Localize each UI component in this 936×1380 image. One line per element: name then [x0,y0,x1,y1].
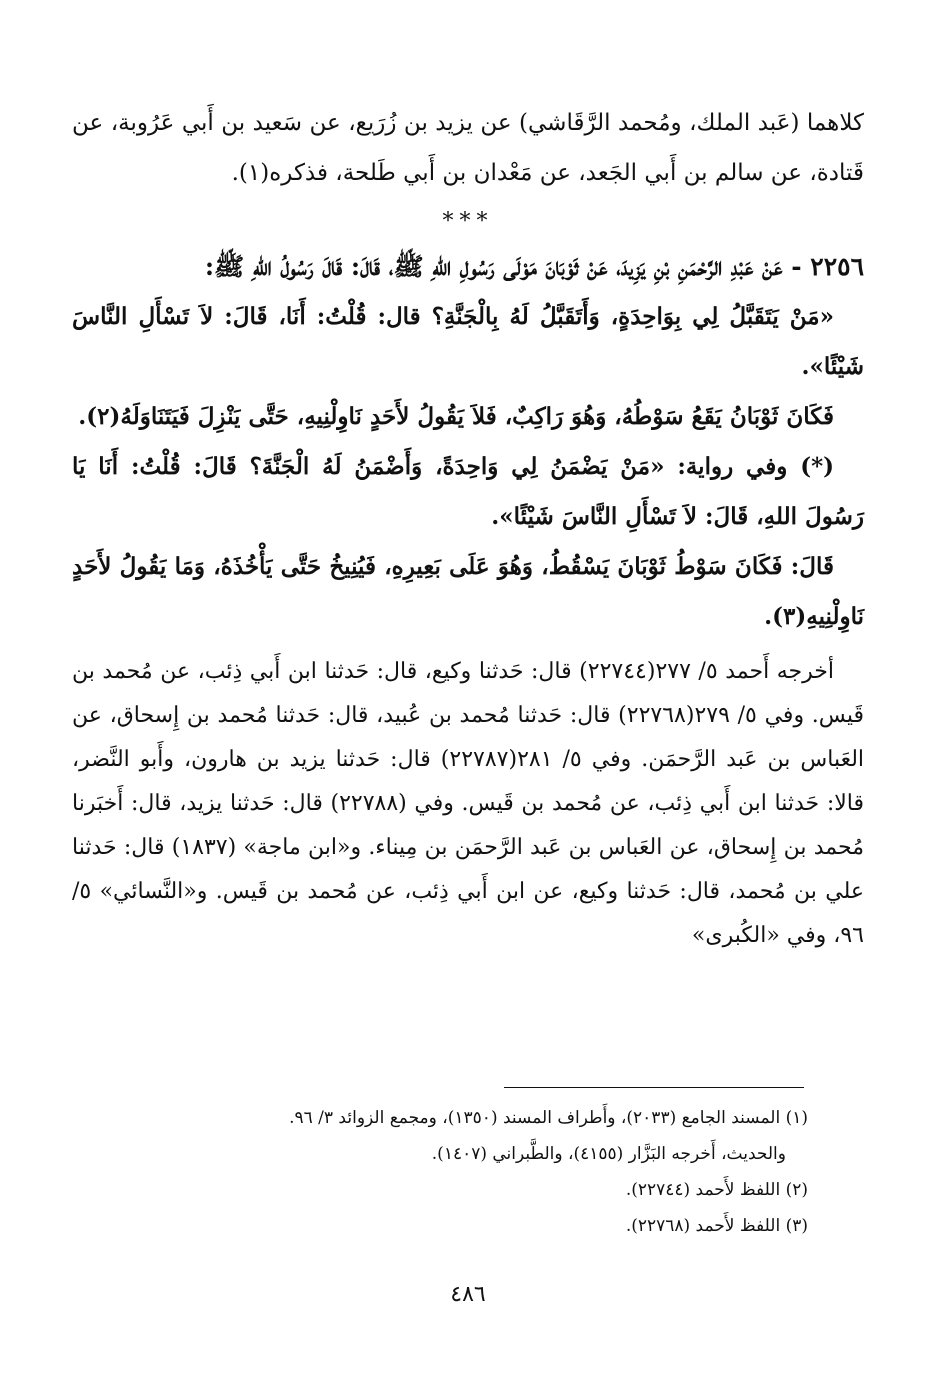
footnote-1: (١) المسند الجامع (٢٠٣٣)، وأَطراف المسند (١٣٥٠)، ومجمع الزوائد ٣/ ٩٦. [289,1108,808,1128]
footnotes [72,1100,808,1244]
hadith-number: ٢٢٥٦ - [791,252,864,281]
riwaya-paragraph: (*) وفي رواية: «مَنْ يَضْمَنُ لِي وَاحِدَةً، وَأَضْمَنُ لَهُ الْجَنَّةَ؟ قَالَ: قُلْتُ: أَنَا يَا رَسُولَ اللهِ، قَالَ: لاَ تَسْأَلِ النَّاسَ شَيْئًا». [72,453,864,530]
main-text [72,98,864,958]
riwaya-continuation: قَالَ: فَكَانَ سَوْطُ ثَوْبَانَ يَسْقُطُ، وَهُوَ عَلَى بَعِيرِهِ، فَيُنِيخُ حَتَّى يَأْخُذَهُ، وَمَا يَقُولُ لأَحَدٍ نَاوِلْنِيهِ(٣). [72,553,864,630]
takhrij-paragraph: أخرجه أَحمد ٥/ ٢٧٧(٢٢٧٤٤) قال: حَدثنا وكيع، قال: حَدثنا ابن أَبي ذِئب، عن مُحمد بن قَيس. وفي ٥/ ٢٧٩(٢٢٧٦٨) قال: حَدثنا مُحمد بن عُبيد، قال: حَدثنا مُحمد بن إِسحاق، عن العَباس بن عَبد الرَّحمَن. وفي ٥/ ٢٨١(٢٢٧٨٧) قال: حَدثنا يزيد بن هارون، وأَبو النَّضر، قالا: حَدثنا ابن أَبي ذِئب، عن مُحمد بن قَيس. وفي (٢٢٧٨٨) قال: حَدثنا يزيد، قال: أَخبَرنا مُحمد بن إِسحاق، عن العَباس بن عَبد الرَّحمَن بن مِيناء. و«ابن ماجة» (١٨٣٧) قال: حَدثنا علي بن مُحمد، قال: حَدثنا وكيع، عن ابن أَبي ذِئب، عن مُحمد بن قَيس. و«النَّسائي» ٥/ ٩٦، وفي «الكُبرى» [72,659,865,948]
page-number: ٤٨٦ [450,1282,486,1307]
intro-paragraph: كلاهما (عَبد الملك، ومُحمد الرَّقَاشي) عن يزيد بن زُرَيع، عن سَعيد بن أَبي عَرُوبة، عن قَتادة، عن سالم بن أَبي الجَعد، عن مَعْدان بن أَبي طَلحة، فذكره(١). [72,110,864,186]
hadith-heading [72,242,864,292]
footnote-3: (٣) اللفظ لأَحمد (٢٢٧٦٨). [625,1216,808,1236]
hadith-isnad: عَنْ عَبْدِ الرَّحْمَنِ بْنِ يَزِيدَ، عَنْ ثَوْبَانَ مَوْلَى رَسُولِ اللهِ ﷺ، قَالَ: قَالَ رَسُولُ اللهِ ﷺ: [204,252,783,281]
footnote-2: (٢) اللفظ لأَحمد (٢٢٧٤٤). [625,1180,808,1200]
hadith-matn-2: فَكَانَ ثَوْبَانُ يَقَعُ سَوْطُهُ، وَهُوَ رَاكِبٌ، فَلاَ يَقُولُ لأَحَدٍ نَاوِلْنِيهِ، حَتَّى يَنْزِلَ فَيَتَنَاوَلَهُ(٢). [78,403,834,430]
hadith-matn-1: «مَنْ يَتَقَبَّلُ لِي بِوَاحِدَةٍ، وَأَتَقَبَّلُ لَهُ بِالْجَنَّةِ؟ قال: قُلْتُ: أَنَا، قَالَ: لاَ تَسْأَلِ النَّاسَ شَيْئًا». [72,303,864,380]
section-separator: *** [442,209,494,234]
footnote-divider [504,1087,804,1088]
footnote-1-continuation: والحديث، أَخرجه البَزَّار (٤١٥٥)، والطَّبراني (١٤٠٧). [431,1144,786,1164]
